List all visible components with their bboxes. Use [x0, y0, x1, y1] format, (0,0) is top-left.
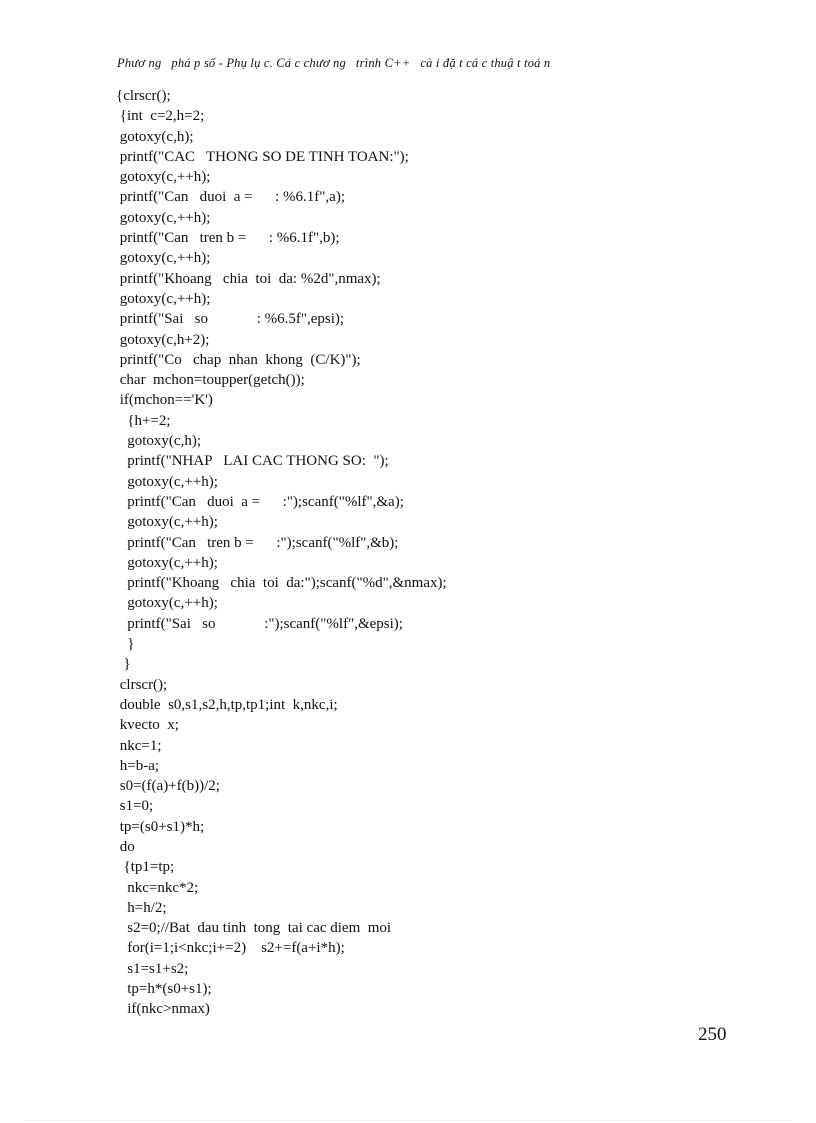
code-line: tp=(s0+s1)*h; [116, 818, 205, 835]
code-line: s0=(f(a)+f(b))/2; [116, 778, 220, 795]
code-line: gotoxy(c,++h); [116, 169, 211, 186]
code-line: printf("Sai so : %6.5f",epsi); [116, 311, 345, 328]
code-line: nkc=1; [116, 737, 162, 754]
code-line: gotoxy(c,++h); [116, 473, 218, 490]
code-line: {h+=2; [116, 412, 171, 429]
code-line: do [116, 838, 135, 855]
code-line: kvecto x; [116, 717, 179, 734]
code-line: {clrscr(); [116, 88, 171, 104]
code-line: gotoxy(c,++h); [116, 290, 211, 307]
code-line: gotoxy(c,++h); [116, 209, 211, 226]
code-line: printf("Can tren b = : %6.1f",b); [116, 230, 340, 247]
code-line: for(i=1;i<nkc;i+=2) s2+=f(a+i*h); [116, 940, 345, 957]
code-line: s2=0;//Bat dau tinh tong tai cac diem moi [116, 920, 392, 937]
page-number: 250 [698, 1024, 727, 1045]
code-line: printf("CAC THONG SO DE TINH TOAN:"); [116, 148, 409, 165]
code-line: gotoxy(c,++h); [116, 554, 218, 571]
code-line: gotoxy(c,h); [116, 433, 201, 450]
code-line: s1=s1+s2; [116, 960, 189, 977]
code-line: printf("Khoang chia toi da: %2d",nmax); [116, 270, 381, 287]
code-line: {tp1=tp; [116, 859, 175, 876]
code-line: h=b-a; [116, 757, 160, 774]
code-line: gotoxy(c,++h); [116, 514, 218, 531]
code-line: gotoxy(c,++h); [116, 250, 211, 267]
code-line: printf("Can tren b = :");scanf("%lf",&b); [116, 534, 399, 551]
running-header: Phươ ng phá p số - Phụ lụ c. Cá c chươ ng trình C++ cà i đặ t cá c thuậ t toá n [117, 56, 551, 70]
code-line: {int c=2,h=2; [116, 108, 205, 125]
code-line: } [116, 636, 135, 653]
code-line: gotoxy(c,++h); [116, 595, 218, 612]
code-line: h=h/2; [116, 899, 167, 916]
code-line: clrscr(); [116, 676, 168, 693]
code-line: printf("Khoang chia toi da:");scanf("%d",&nmax); [116, 575, 447, 592]
footer-divider [24, 1120, 792, 1121]
code-line: printf("Sai so :");scanf("%lf",&epsi); [116, 615, 403, 632]
code-line: double s0,s1,s2,h,tp,tp1;int k,nkc,i; [116, 696, 338, 713]
code-line: if(nkc>nmax) [116, 1001, 210, 1018]
code-listing [116, 86, 756, 1020]
code-line: s1=0; [116, 798, 154, 815]
code-line: printf("Can duoi a = : %6.1f",a); [116, 189, 345, 206]
code-line: tp=h*(s0+s1); [116, 981, 212, 998]
code-line: printf("NHAP LAI CAC THONG SO: "); [116, 453, 389, 470]
code-line: char mchon=toupper(getch()); [116, 372, 305, 389]
code-line: if(mchon=='K') [116, 392, 213, 409]
code-line: printf("Can duoi a = :");scanf("%lf",&a); [116, 493, 404, 510]
code-line: gotoxy(c,h+2); [116, 331, 210, 348]
code-line: } [116, 656, 131, 673]
code-line: gotoxy(c,h); [116, 128, 194, 145]
code-line: nkc=nkc*2; [116, 879, 199, 896]
code-line: printf("Co chap nhan khong (C/K)"); [116, 351, 361, 368]
